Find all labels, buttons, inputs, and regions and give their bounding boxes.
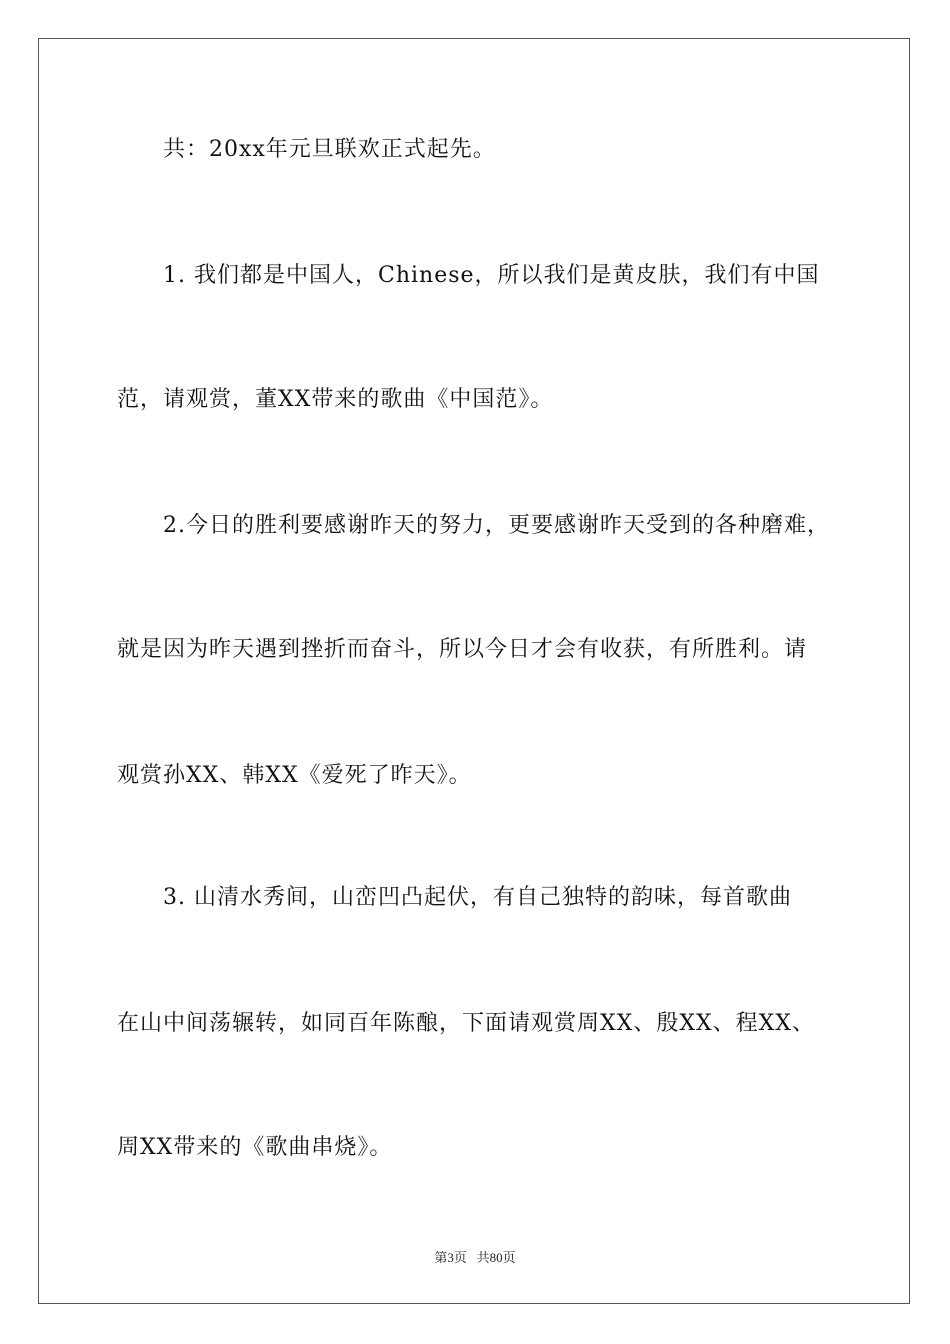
text-line-item1-start: 1. 我们都是中国人，Chinese，所以我们是黄皮肤，我们有中国 (163, 263, 820, 288)
text-line-item2-end: 观赏孙XX、韩XX《爱死了昨天》。 (117, 763, 472, 788)
text-line-item1-end: 范，请观赏，董XX带来的歌曲《中国范》。 (117, 387, 554, 412)
page-border (38, 38, 910, 1304)
text-line-item2-middle: 就是因为昨天遇到挫折而奋斗，所以今日才会有收获，有所胜利。请 (117, 637, 808, 662)
text-line-item2-start: 2.今日的胜利要感谢昨天的努力，更要感谢昨天受到的各种磨难， (163, 513, 830, 538)
text-line-item3-middle: 在山中间荡辗转，如同百年陈酿，下面请观赏周XX、殷XX、程XX、 (117, 1011, 815, 1036)
text-line-item3-start: 3. 山清水秀间，山峦凹凸起伏，有自己独特的韵味，每首歌曲 (163, 885, 792, 910)
text-line-item3-end: 周XX带来的《歌曲串烧》。 (117, 1135, 393, 1160)
page-number-footer: 第3页 共80页 (434, 1250, 516, 1265)
text-line-intro: 共：20xx年元旦联欢正式起先。 (163, 137, 496, 162)
